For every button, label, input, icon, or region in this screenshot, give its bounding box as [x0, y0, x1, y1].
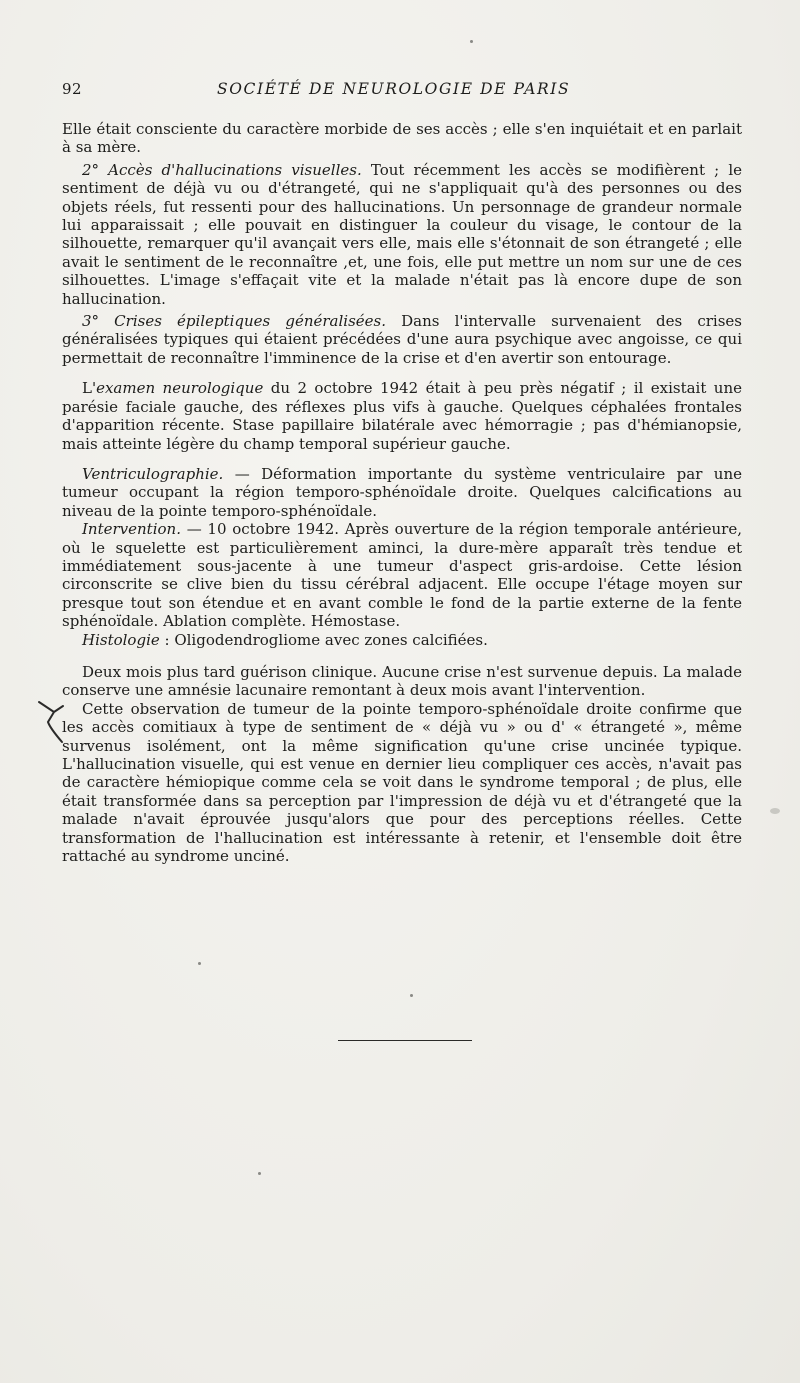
paragraph-intervention — [62, 520, 742, 630]
section-label: 3° Crises épileptiques généralisées. — [82, 312, 387, 331]
section-label: Histologie — [82, 630, 160, 649]
paragraph-conclusion: Cette observation de tumeur de la pointe temporo-sphénoïdale droite confirme que les accès comitiaux à type de sentiment de « déjà vu » ou d' « étrangeté », même survenus isolément, ont la même signification qu'une crise uncinée typique. L'hallucination visuelle, qui est venue en dernier lieu compliquer ces accès, n'avait pas de caractère hémiopique comme cela se voit dans le syndrome temporal ; de plus, elle était transformée dans sa perception par l'impression de déjà vu et d'étrangeté que la malade n'avait éprouvée jusqu'alors que pour des perceptions réelles. Cette transformation de l'hallucination est intéressante à retenir, et l'ensemble doit être rattaché au syndrome unciné. — [62, 699, 742, 866]
paragraph-text: Tout récemment les accès se modifièrent ; le sentiment de déjà vu ou d'étrangeté, qui ne s'appliquait qu'à des personnes ou des objets réels, fut ressenti pour des hallucinations. Un personnage de grandeur normale lui apparaissait ; elle pouvait en distinguer la couleur du visage, le contour de la silhouette, remarquer qu'il avançait vers elle, mais elle s'étonnait de son étrangeté ; elle avait le sentiment de le reconnaître ,et, une fois, elle put mettre un nom sur une de ces silhouettes. L'image s'effaçait vite et la malade n'était pas là encore dupe de son hallucination. — [62, 160, 742, 308]
scan-speck — [410, 994, 413, 997]
paragraph-text: du 2 octobre 1942 était à peu près négatif ; il existait une parésie faciale gauche, des réflexes plus vifs à gauche. Quelques céphalées frontales d'apparition récente. Stase papillaire bilatérale avec hémorragie ; pas d'hémianopsie, mais atteinte légère du champ temporal supérieur gauche. — [62, 379, 742, 453]
paragraph-awareness: Elle était consciente du caractère morbide de ses accès ; elle s'en inquiétait et en parlait à sa mère. — [62, 120, 742, 157]
section-label: 2° Accès d'hallucinations visuelles. — [82, 160, 362, 179]
paragraph-epileptic-seizures — [62, 312, 742, 367]
scan-speck — [470, 40, 473, 43]
running-head: SOCIÉTÉ DE NEUROLOGIE DE PARIS — [217, 80, 571, 98]
paragraph-neuro-exam — [62, 379, 742, 453]
section-label: Intervention. — [82, 520, 181, 539]
scan-speck — [198, 962, 201, 965]
paragraph-ventriculography — [62, 465, 742, 520]
paragraph-text: — 10 octobre 1942. Après ouverture de la région temporale antérieure, où le squelette est particulièrement aminci, la dure-mère apparaît très tendue et immédiatement sous-jacente à une tumeur d'aspect gris-ardoise. Cette lésion circonscrite se clive bien du tissu cérébral adjacent. Elle occupe l'étage moyen sur presque tout son étendue et en avant comble le fond de la partie externe de la fente sphénoïdale. Ablation complète. Hémostase. — [62, 520, 742, 631]
scan-speck — [258, 1172, 261, 1175]
page-number: 92 — [62, 80, 83, 98]
page-header — [62, 80, 742, 100]
paragraph-text: Dans l'intervalle survenaient des crises généralisées typiques qui étaient précédées d'une aura psychique avec angoisse, ce qui permettait de reconnaître l'imminence de la crise et d'en avertir son entourage. — [62, 312, 742, 367]
article-body — [62, 120, 742, 865]
paragraph-text: — Déformation importante du système ventriculaire par une tumeur occupant la région temporo-sphénoïdale droite. Quelques calcifications au niveau de la pointe temporo-sphénoïdale. — [62, 464, 742, 520]
paragraph-prefix: L' — [82, 379, 97, 398]
paragraph-outcome: Deux mois plus tard guérison clinique. Aucune crise n'est survenue depuis. La malade conserve une amnésie lacunaire remontant à deux mois avant l'intervention. — [62, 662, 742, 700]
scan-speck — [770, 808, 780, 814]
end-rule — [338, 1040, 472, 1041]
paragraph-text: : Oligodendrogliome avec zones calcifiées. — [159, 630, 488, 649]
section-label: examen neurologique — [96, 379, 264, 398]
section-label: Ventriculographie. — [82, 464, 224, 483]
paragraph-visual-hallucinations — [62, 161, 742, 308]
paragraph-histology — [62, 631, 742, 649]
margin-pencil-mark-icon — [36, 698, 66, 744]
